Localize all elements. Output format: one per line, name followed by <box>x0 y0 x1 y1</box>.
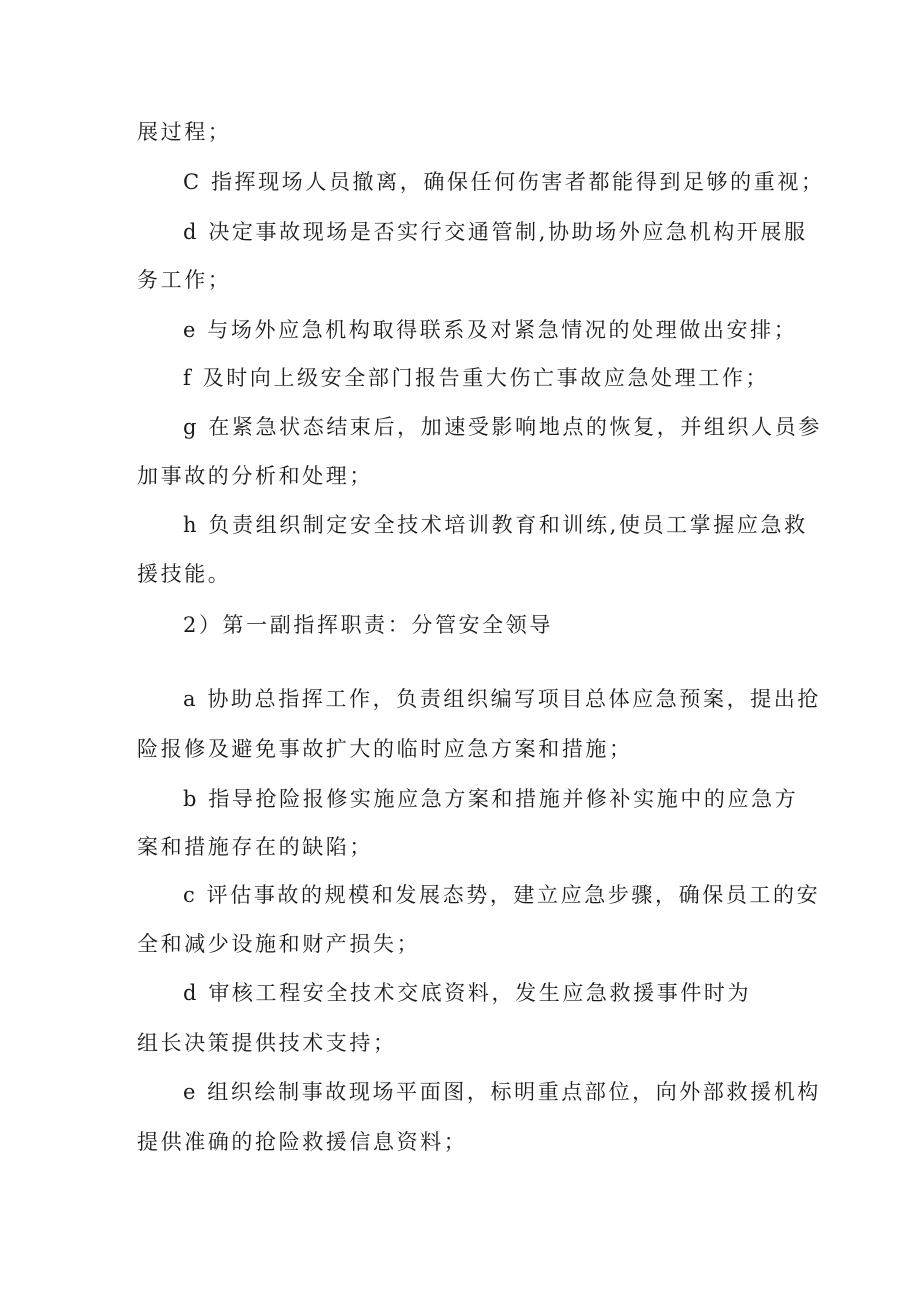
text-line: a 协助总指挥工作，负责组织编写项目总体应急预案，提出抢 <box>183 687 821 711</box>
text-line: c 评估事故的规模和发展态势，建立应急步骤，确保员工的安 <box>183 883 821 907</box>
text-line: e 组织绘制事故现场平面图，标明重点部位，向外部救援机构 <box>183 1080 821 1104</box>
text-line: d 审核工程安全技术交底资料，发生应急救援事件时为 <box>183 981 752 1005</box>
text-line: C 指挥现场人员撤离，确保任何伤害者都能得到足够的重视； <box>183 170 825 194</box>
section-heading: 2）第一副指挥职责：分管安全领导 <box>183 613 553 637</box>
text-line: 案和措施存在的缺陷； <box>137 835 373 859</box>
text-line: 展过程； <box>137 120 232 144</box>
text-line: 提供准确的抢险救援信息资料； <box>137 1130 468 1154</box>
text-line: b 指导抢险报修实施应急方案和措施并修补实施中的应急方 <box>183 787 799 811</box>
text-line: f 及时向上级安全部门报告重大伤亡事故应急处理工作； <box>183 366 770 390</box>
text-line: g 在紧急状态结束后，加速受影响地点的恢复，并组织人员参 <box>183 415 822 439</box>
text-line: e 与场外应急机构取得联系及对紧急情况的处理做出安排； <box>183 318 798 342</box>
text-line: h 负责组织制定安全技术培训教育和训练,使员工掌握应急救 <box>183 513 808 537</box>
text-line: 险报修及避免事故扩大的临时应急方案和措施； <box>137 737 633 761</box>
text-line: 全和减少设施和财产损失； <box>137 932 421 956</box>
text-line: 加事故的分析和处理； <box>137 464 373 488</box>
text-line: d 决定事故现场是否实行交通管制,协助场外应急机构开展服 <box>183 220 808 244</box>
text-line: 组长决策提供技术支持； <box>137 1031 397 1055</box>
text-line: 务工作； <box>137 268 232 292</box>
text-line: 援技能。 <box>137 562 232 586</box>
